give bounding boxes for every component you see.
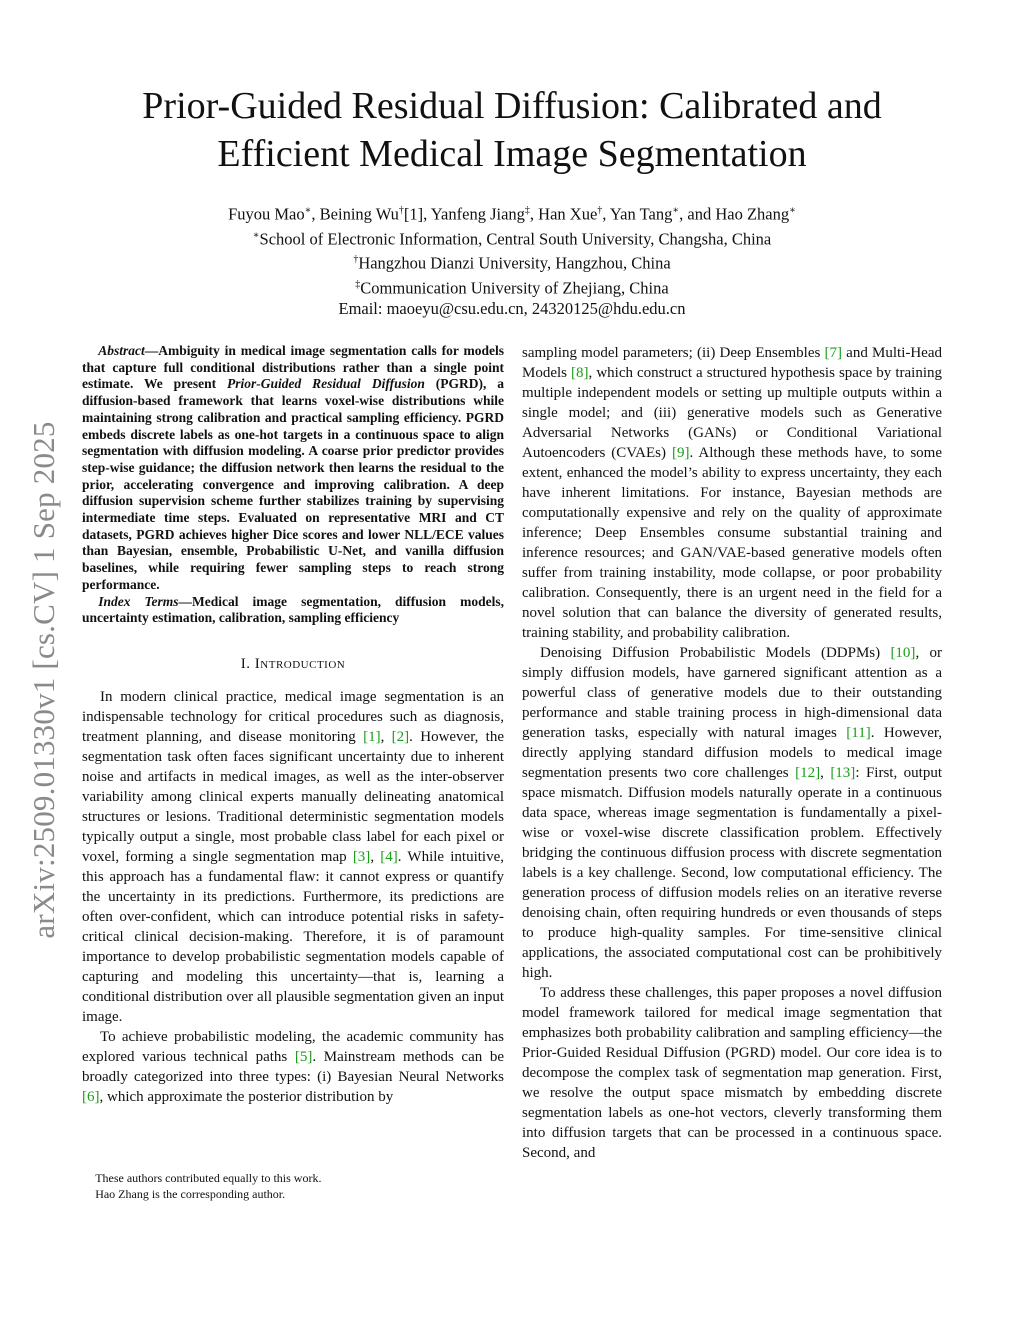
separator: , and [679,204,716,224]
body-text: and Multi-Head Models [522,345,942,381]
body-text: . While intuitive, this approach has a fundamental flaw: it cannot express or quantify the uncertainty in its predictions. Furthermore, its predictions are often over-confident, which can introduce potential risks in safety-critical clinical decision-making. Therefore, it is of paramount importance to develop probabilistic segmentation models capable of capturing and modeling this uncertainty—that is, learning a conditional distribution over all plausible segmentation given an input image. [82,848,504,1025]
affiliation-text: Communication University of Zhejiang, China [360,278,669,297]
section-heading-introduction [82,654,504,674]
separator: , [602,204,610,224]
method-name: Prior-Guided Residual Diffusion [227,376,425,392]
affiliation-mark: † [398,205,404,216]
affiliation-1 [80,225,944,250]
author-name: Beining Wu [319,204,399,224]
author-name: Yan Tang [609,204,673,224]
affiliation-mark: † [353,254,359,265]
separator: , [529,204,539,224]
footnote-corresponding-author: Hao Zhang is the corresponding author. [95,1187,286,1201]
right-paragraph-2 [522,643,942,983]
author-email: Email: maoeyu@csu.edu.cn, 24320125@hdu.edu.cn [338,299,686,318]
citation-link[interactable]: [7] [824,345,842,361]
citation-link[interactable]: [9] [672,445,690,461]
right-paragraph-1 [522,343,942,643]
author-name: Yanfeng Jiang [430,204,525,224]
citation-link[interactable]: [3] [352,848,371,865]
citation-link[interactable]: [13] [830,765,856,781]
intro-paragraph-2 [82,1027,504,1107]
affiliation-mark: ∗ [672,205,680,216]
intro-paragraph-1 [82,687,504,1027]
body-text: . Although these methods have, to some extent, enhanced the model’s ability to express uncertainty, they each have inherent limitations. For instance, Bayesian methods are computationally expensive and rely on the quality of approximate inference; Deep Ensembles consume substantial training and inference resources; and GAN/VAE-based generative models often suffer from training instability, mode collapse, or poor probability calibration. Consequently, there is an urgent need in the field for a novel solution that can balance the diversity of generated results, training stability, and probability calibration. [522,445,942,641]
body-text: To achieve probabilistic modeling, the academic community has explored various technical paths [82,1028,504,1065]
affiliation-mark: † [597,205,603,216]
body-text: Denoising Diffusion Probabilistic Models (DDPMs) [540,645,891,661]
abstract-text: (PGRD), a diffusion-based framework that learns voxel-wise distributions while maintaining strong calibration and practical sampling efficiency. PGRD embeds discrete labels as one-hot targets in a continuous space to align segmentation with diffusion modeling. A coarse prior predictor provides step-wise guidance; the diffusion network then learns the residual to the prior, accelerating convergence and improving calibration. A deep diffusion supervision scheme further stabilizes training by supervising intermediate time steps. Evaluated on representative MRI and CT datasets, PGRD achieves higher Dice scores and lower NLL/ECE values than Bayesian, ensemble, Probabilistic U-Net, and vanilla diffusion baselines, while requiring fewer sampling steps to reach strong performance. [82,376,504,592]
affiliation-mark: ∗ [252,229,260,241]
abstract-text: Ambiguity in medical image segmentation calls for models that capture full conditional distributions rather than a single point estimate. We present [82,343,504,392]
footnote-equal-contribution: These authors contributed equally to this work. [95,1171,322,1185]
body-text: , [370,848,381,865]
affiliation-text: Hangzhou Dianzi University, Hangzhou, China [358,253,671,273]
citation-link[interactable]: [4] [380,848,398,865]
title-line-2: Efficient Medical Image Segmentation [217,133,807,175]
right-paragraph-3 [522,983,942,1163]
footnotes [82,1170,504,1202]
arxiv-identifier-stamp [14,380,74,980]
author-name: Hao Zhang [715,204,790,224]
affiliation-3 [80,274,944,299]
citation-link[interactable]: [5] [294,1048,313,1065]
affiliation-mark: ‡ [524,205,530,216]
citation-link[interactable]: [1] [363,728,381,745]
citation-link[interactable]: [10] [890,645,916,661]
title-line-1: Prior-Guided Residual Diffusion: Calibrated and [142,85,882,127]
body-text: sampling model parameters; (ii) Deep Ensembles [522,345,825,361]
separator: , [311,204,320,224]
body-text: : First, output space mismatch. Diffusion models naturally operate in a continuous data space, whereas image segmentation is fundamentally a pixel-wise or voxel-wise discrete classification problem. Effectively bridging the continuous diffusion process with discrete segmentation labels is a key challenge. Second, low computational efficiency. The generation process of diffusion models relies on an iterative reverse denoising chain, often requiring hundreds or even thousands of steps to produce high-quality samples. For time-sensitive clinical applications, the associated computational cost can be prohibitively high. [522,765,943,981]
section-number: I. [240,655,255,672]
dash: — [178,593,193,609]
body-text: , which approximate the posterior distribution by [99,1088,394,1105]
citation-link[interactable]: [6] [82,1088,100,1105]
body-text: , which construct a structured hypothesis space by training multiple independent models or setting up multiple outputs within a single model; and (iii) generative models such as Generative Adversarial Networks (GANs) or Conditional Variational Autoencoders (CVAEs) [522,365,942,461]
index-terms-text: Medical image segmentation, diffusion models, uncertainty estimation, calibration, sampling efficiency [82,593,504,626]
author-block [80,200,944,319]
separator: , [423,204,431,224]
affiliation-mark: ∗ [789,205,796,216]
affiliation-text: School of Electronic Information, Central South University, Changsha, China [259,229,772,248]
affiliation-mark: ∗ [304,205,312,216]
paper-title [80,82,944,178]
author-name: Fuyou Mao [228,204,305,224]
citation-link[interactable]: [12] [795,765,821,781]
index-terms-label: Index Terms [98,593,179,609]
citation-link[interactable]: [11] [846,725,871,741]
affiliation-mark: ‡ [355,278,361,290]
author-ref: [1] [403,204,424,224]
index-terms [82,594,504,627]
section-name: Introduction [254,655,346,672]
abstract [82,343,504,594]
author-list [80,200,944,225]
arxiv-identifier-text: arXiv:2509.01330v1 [cs.CV] 1 Sep 2025 [26,421,61,939]
body-text: In modern clinical practice, medical image segmentation is an indispensable technology for critical procedures such as diagnosis, treatment planning, and disease monitoring [82,688,504,745]
body-text: To address these challenges, this paper proposes a novel diffusion model framework tailored for medical image segmentation that emphasizes both probability calibration and sampling efficiency—the Prior-Guided Residual Diffusion (PGRD) model. Our core idea is to decompose the complex task of segmentation map generation. First, we resolve the output space mismatch by embedding discrete segmentation labels as one-hot vectors, cleverly transforming them into diffusion targets that can be processed in a continuous space. Second, and [522,985,942,1161]
abstract-label: Abstract [98,343,145,358]
affiliation-2 [80,249,944,274]
body-text: , or simply diffusion models, have garnered significant attention as a powerful class of generative models due to their outstanding performance and stable training process in high-dimensional data generation tasks, especially with natural images [522,645,942,741]
right-column [522,343,942,1163]
author-name: Han Xue [538,204,598,224]
body-text: . However, the segmentation task often faces significant uncertainty due to inherent noise and artifacts in medical images, as well as the inter-observer variability among clinical experts manually delineating anatomical structures or lesions. Traditional deterministic segmentation models typically output a single, most probable class label for each pixel or voxel, forming a single segmentation map [82,728,505,865]
body-text: . Mainstream methods can be broadly categorized into three types: (i) Bayesian Neural Networks [82,1048,505,1085]
body-text: . However, directly applying standard diffusion models to medical image segmentation presents two core challenges [522,725,943,781]
body-text: , [820,765,831,781]
citation-link[interactable]: [8] [571,365,589,381]
body-text: , [380,728,392,745]
citation-link[interactable]: [2] [391,728,410,745]
dash: — [144,343,159,358]
left-column [82,343,504,1107]
